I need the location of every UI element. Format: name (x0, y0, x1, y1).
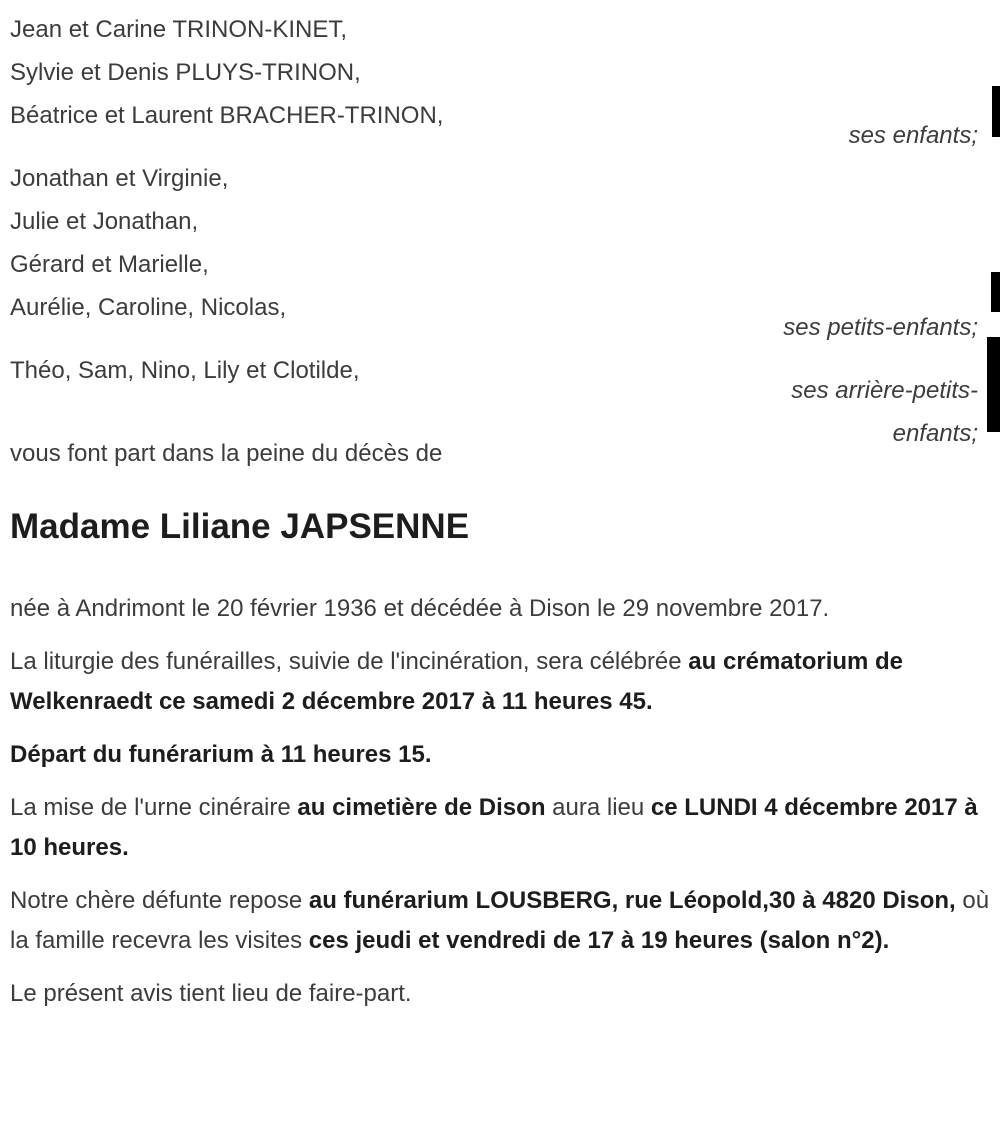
bold-text-segment: Départ du funérarium à 11 heures 15. (10, 741, 432, 768)
family-line: Béatrice et Laurent BRACHER-TRINON, (10, 102, 444, 129)
edge-artifact-bar (991, 272, 1000, 312)
text-segment: La liturgie des funérailles, suivie de l'incinération, sera célébrée (10, 648, 689, 675)
bold-text-segment: au funérarium LOUSBERG, rue Léopold,30 à 4820 Dison, (308, 887, 956, 914)
bold-text-segment: au cimetière de Dison (297, 794, 546, 821)
intro-line: vous font part dans la peine du décès de (10, 440, 443, 467)
relation-label-grandchildren: ses petits-enfants; (783, 314, 978, 341)
text-segment: aura lieu (545, 794, 651, 821)
text-segment: où la famille recevra les visites (10, 887, 990, 954)
edge-artifact-bar (987, 337, 1000, 432)
paragraph-visits (10, 881, 990, 961)
paragraph-departure (10, 735, 990, 775)
family-line: Jean et Carine TRINON-KINET, (10, 16, 347, 43)
family-line: Jonathan et Virginie, (10, 165, 229, 192)
paragraph-birth-death (10, 589, 990, 629)
family-line: Julie et Jonathan, (10, 208, 199, 235)
relation-label-children: ses enfants; (848, 122, 978, 149)
text-segment: Notre chère défunte repose (10, 887, 309, 914)
paragraph-closing (10, 974, 990, 1014)
text-segment: La mise de l'urne cinéraire (10, 794, 298, 821)
paragraph-urn (10, 788, 990, 868)
relation-label-great-grandchildren-line2: enfants; (892, 420, 978, 447)
edge-artifact-bar (992, 86, 1000, 137)
family-line: Aurélie, Caroline, Nicolas, (10, 294, 287, 321)
family-line: Gérard et Marielle, (10, 251, 209, 278)
text-segment: née à Andrimont le 20 février 1936 et décédée à Dison le 29 novembre 2017. (10, 595, 830, 622)
text-segment: Le présent avis tient lieu de faire-part. (10, 980, 412, 1007)
bold-text-segment: au crématorium de Welkenraedt ce samedi 2 décembre 2017 à 11 heures 45. (10, 648, 904, 715)
deceased-name: Madame Liliane JAPSENNE (10, 507, 470, 546)
relation-label-great-grandchildren-line1: ses arrière-petits- (791, 377, 978, 404)
family-line: Sylvie et Denis PLUYS-TRINON, (10, 59, 361, 86)
bold-text-segment: ces jeudi et vendredi de 17 à 19 heures (salon n°2). (308, 927, 890, 954)
paragraph-ceremony (10, 642, 990, 722)
family-line: Théo, Sam, Nino, Lily et Clotilde, (10, 357, 360, 384)
bold-text-segment: ce LUNDI 4 décembre 2017 à 10 heures. (10, 794, 978, 861)
